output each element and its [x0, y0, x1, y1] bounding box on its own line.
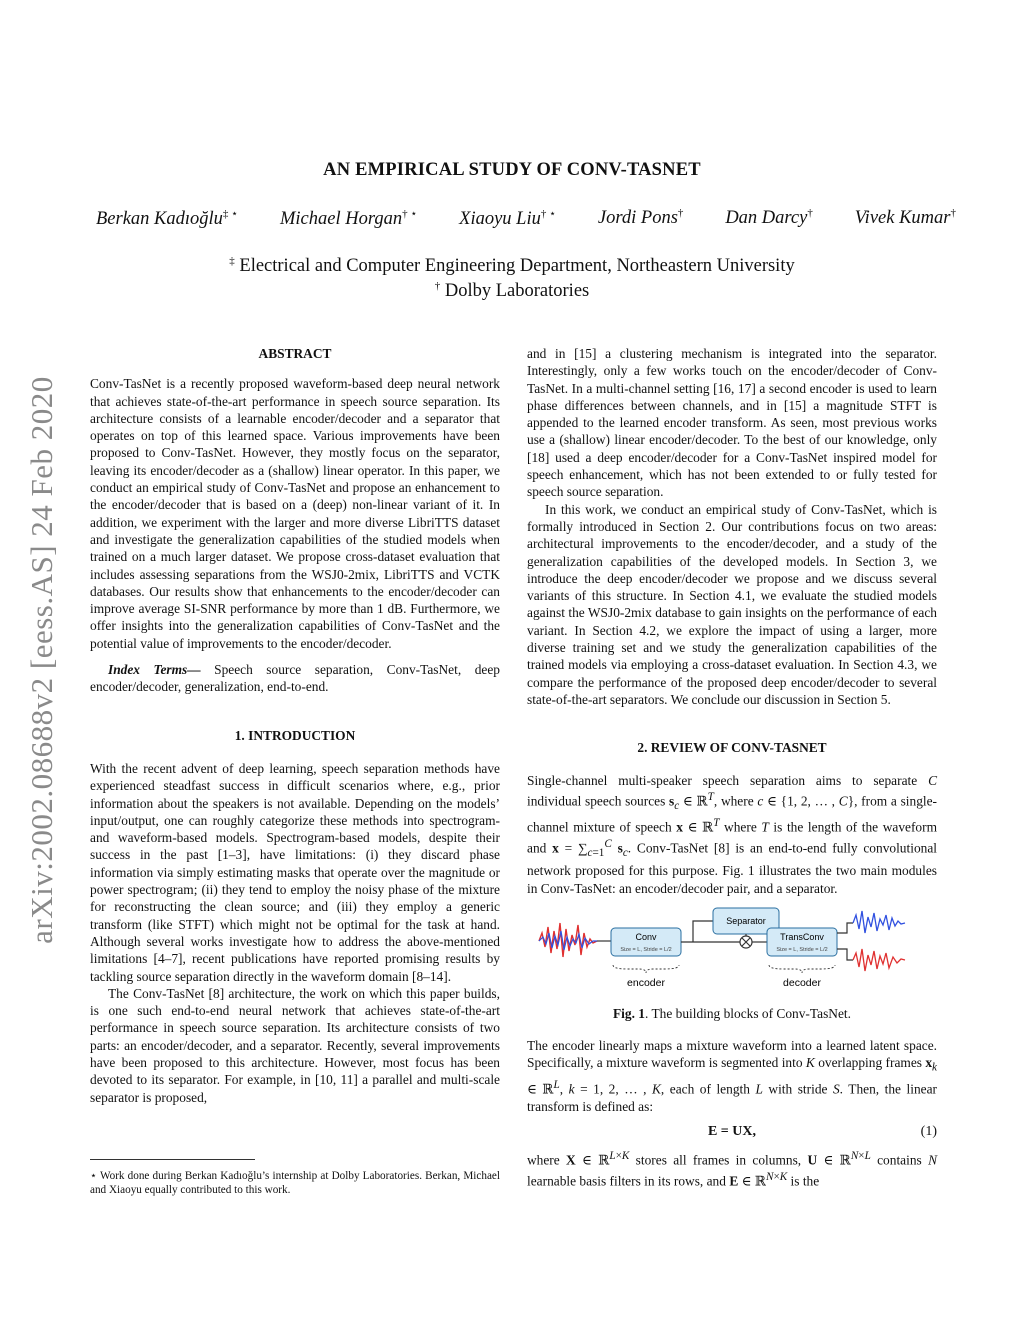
transconv-label: TransConv: [780, 932, 824, 943]
intro-heading: 1. INTRODUCTION: [234, 727, 356, 743]
author: Michael Horgan† ⋆: [279, 208, 418, 230]
right-column: [527, 345, 937, 1190]
encoder-label: encoder: [627, 977, 665, 990]
author: Dan Darcy†: [725, 207, 813, 229]
output-waveform-blue: [853, 911, 905, 933]
equation-number: (1): [920, 1123, 937, 1139]
conv-label: Conv: [635, 932, 657, 943]
separator-label: Separator: [726, 916, 766, 927]
section-heading: 2. REVIEW OF CONV-TASNET: [637, 740, 827, 756]
body-paragraph: and in [15] a clustering mechanism is integrated into the separator. Interestingly, only a few works touch on the encoder/decoder of Conv-TasNet. In a multi-channel setting [16, 17] a second encoder is used to learn phase differences between channels, and in [15] a magnitude STFT is appended to the learned encoder transform. As seen, most previous works use a (shallow) linear encoder/decoder. To the best of our knowledge, only [18] used a deep encoder/decoder for a Conv-TasNet inspired model for speech enhancement, which has not been extended to or fully tested for speech source separation.: [527, 346, 937, 500]
input-waveform: [539, 923, 597, 957]
footnote: ⋆ Work done during Berkan Kadıoğlu’s internship at Dolby Laboratories. Berkan, Michael and Xiaoyu equally contributed to this work.: [90, 1170, 500, 1196]
transconv-sublabel: Size = L, Stride = L/2: [776, 947, 828, 954]
affiliation: † Dolby Laboratories: [434, 280, 590, 302]
final-paragraph: where X ∈ ℝ$^{L\times K}$ stores all frames in columns, U ∈ ℝ$^{N\times L}$ contains N learnable basis filters in its rows, and E ∈ ℝ$^{N\times K}$ is the: [527, 1150, 937, 1189]
output-waveform-red: [853, 949, 905, 971]
author-list: [96, 207, 956, 230]
decoder-label: decoder: [783, 977, 821, 990]
affiliation: ‡ Electrical and Computer Engineering Department, Northeastern University: [229, 255, 795, 277]
author: Vivek Kumar†: [854, 207, 956, 229]
body-paragraph: In this work, we conduct an empirical study of Conv-TasNet, which is formally introduced in Section 2. Our contributions focus on two areas: architectural improvements to the encoder/decoder, and a study of the generalization capabilities of the developed models. In Section 3, we introduce the deep encoder/decoder we propose and we discuss several variants of this structure. In Section 4.1, we evaluate the studied models against the WSJ0-2mix database to gain insights on the performance of each variant. In Section 4.2, we explore the impact of using a larger, more diverse training set and we study the generalization capabilities of the trained models via employing a cross-dataset evaluation. In Section 4.3, we compare the performance of the proposed deep encoder/decoder to several state-of-the-art separators. We conclude our discussion in Section 5.: [527, 501, 937, 707]
abstract-heading: ABSTRACT: [258, 346, 332, 361]
equation-1: E = UX, (1): [707, 1123, 937, 1139]
conv-sublabel: Size = L, Stride = L/2: [620, 947, 672, 954]
arxiv-id: arXiv:2002.08688v2 [eess.AS] 24 Feb 2020: [24, 376, 59, 944]
conv-tasnet-figure: [527, 903, 937, 995]
footnote-rule: [90, 1159, 255, 1160]
abstract-text: Conv-TasNet is a recently proposed waveform-based deep neural network that achieves state-of-the-art performance in speech source separation. Its architecture consists of a learnable encoder/decoder and a separator that operates on top of this learned space. Various improvements have been proposed to Conv-TasNet. However, they mostly focus on the separator, leaving its encoder/decoder as a (shallow) linear operator. In this paper, we conduct an empirical study of Conv-TasNet and propose an enhancement to the encoder/decoder that is based on a (deep) non-linear variant of it. In addition, we experiment with the larger and more diverse LibriTTS dataset and investigate the generalization capabilities of the studied models when trained on a much larger dataset. We propose cross-dataset evaluation that includes assessing separations from the WSJ0-2mix, LibriTTS and VCTK databases. Our results show that enhancements to the encoder/decoder can improve average SI-SNR performance by more than 1 dB. Furthermore, we offer insights into the generalization capabilities of Conv-TasNet and the potential value of improvements to the encoder/decoder.: [90, 376, 500, 651]
author: Jordi Pons†: [597, 207, 684, 229]
index-terms: Index Terms— Speech source separation, Conv-TasNet, deep encoder/decoder, generalization, end-to-end.: [90, 662, 500, 695]
author: Xiaoyu Liu† ⋆: [459, 208, 556, 230]
figure-caption: Fig. 1. The building blocks of Conv-TasNet.: [613, 1006, 851, 1022]
arxiv-sidebar-stamp: [12, 340, 72, 980]
review-paragraph: Single-channel multi-speaker speech separation aims to separate C individual speech sources $s_c$ ∈ ℝ$^T$, where c ∈ {1, 2, … , C}, from a single-channel mixture of speech x ∈ ℝ$^T$ where T is the length of the waveform and $x = \sum_{c=1}^C$ $s_c$. Conv-TasNet [8] is an end-to-end fully convolutional network proposed for this purpose. Fig. 1 illustrates the two main modules in Conv-TasNet: an encoder/decoder pair, and a separator.: [527, 772, 938, 896]
intro-paragraph: The Conv-TasNet [8] architecture, the work on which this paper builds, is one such end-to-end neural network that achieves state-of-the-art performance in speech source separation. Its architecture consists of two parts: an encoder/decoder, and a separator. Recently, several improvements have been proposed to this architecture. However, most focus has been devoted to its separator. For example, in [10, 11] a parallel and multi-scale separator is proposed,: [90, 985, 500, 1105]
author: Berkan Kadıoğlu‡ ⋆: [96, 208, 239, 230]
intro-paragraph: With the recent advent of deep learning, speech separation methods have experienced steadfast success in difficult scenarios where, e.g., prior information about the speakers is not available. Depending on the models’ input/output, one can roughly categorize these methods into spectrogram- and waveform-based models. Spectrogram-based models, despite their success in the past [1–3], have limitations: (i) they discard phase information via simply estimating masks that operate over the magnitude or power spectrogram; (ii) they tend to employ the noisy phase of the mixture for reconstructing the clean source; and (iii) they employ a generic transform (like STFT) which might not be optimal for the task at hand. Although several works investigate how to address the above-mentioned limitations [4–7], recent publications have reported promising results by tackling source separation directly in the waveform domain [8–14].: [90, 760, 500, 984]
left-column: [90, 345, 500, 1106]
paper-title: AN EMPIRICAL STUDY OF CONV-TASNET: [323, 160, 701, 180]
encoder-paragraph: The encoder linearly maps a mixture waveform into a learned latent space. Specifically, a mixture waveform is segmented into K overlapping frames $x_k$ ∈ ℝ$^L$, k = 1, 2, … , K, each of length L with stride S. Then, the linear transform is defined as:: [527, 1037, 937, 1114]
